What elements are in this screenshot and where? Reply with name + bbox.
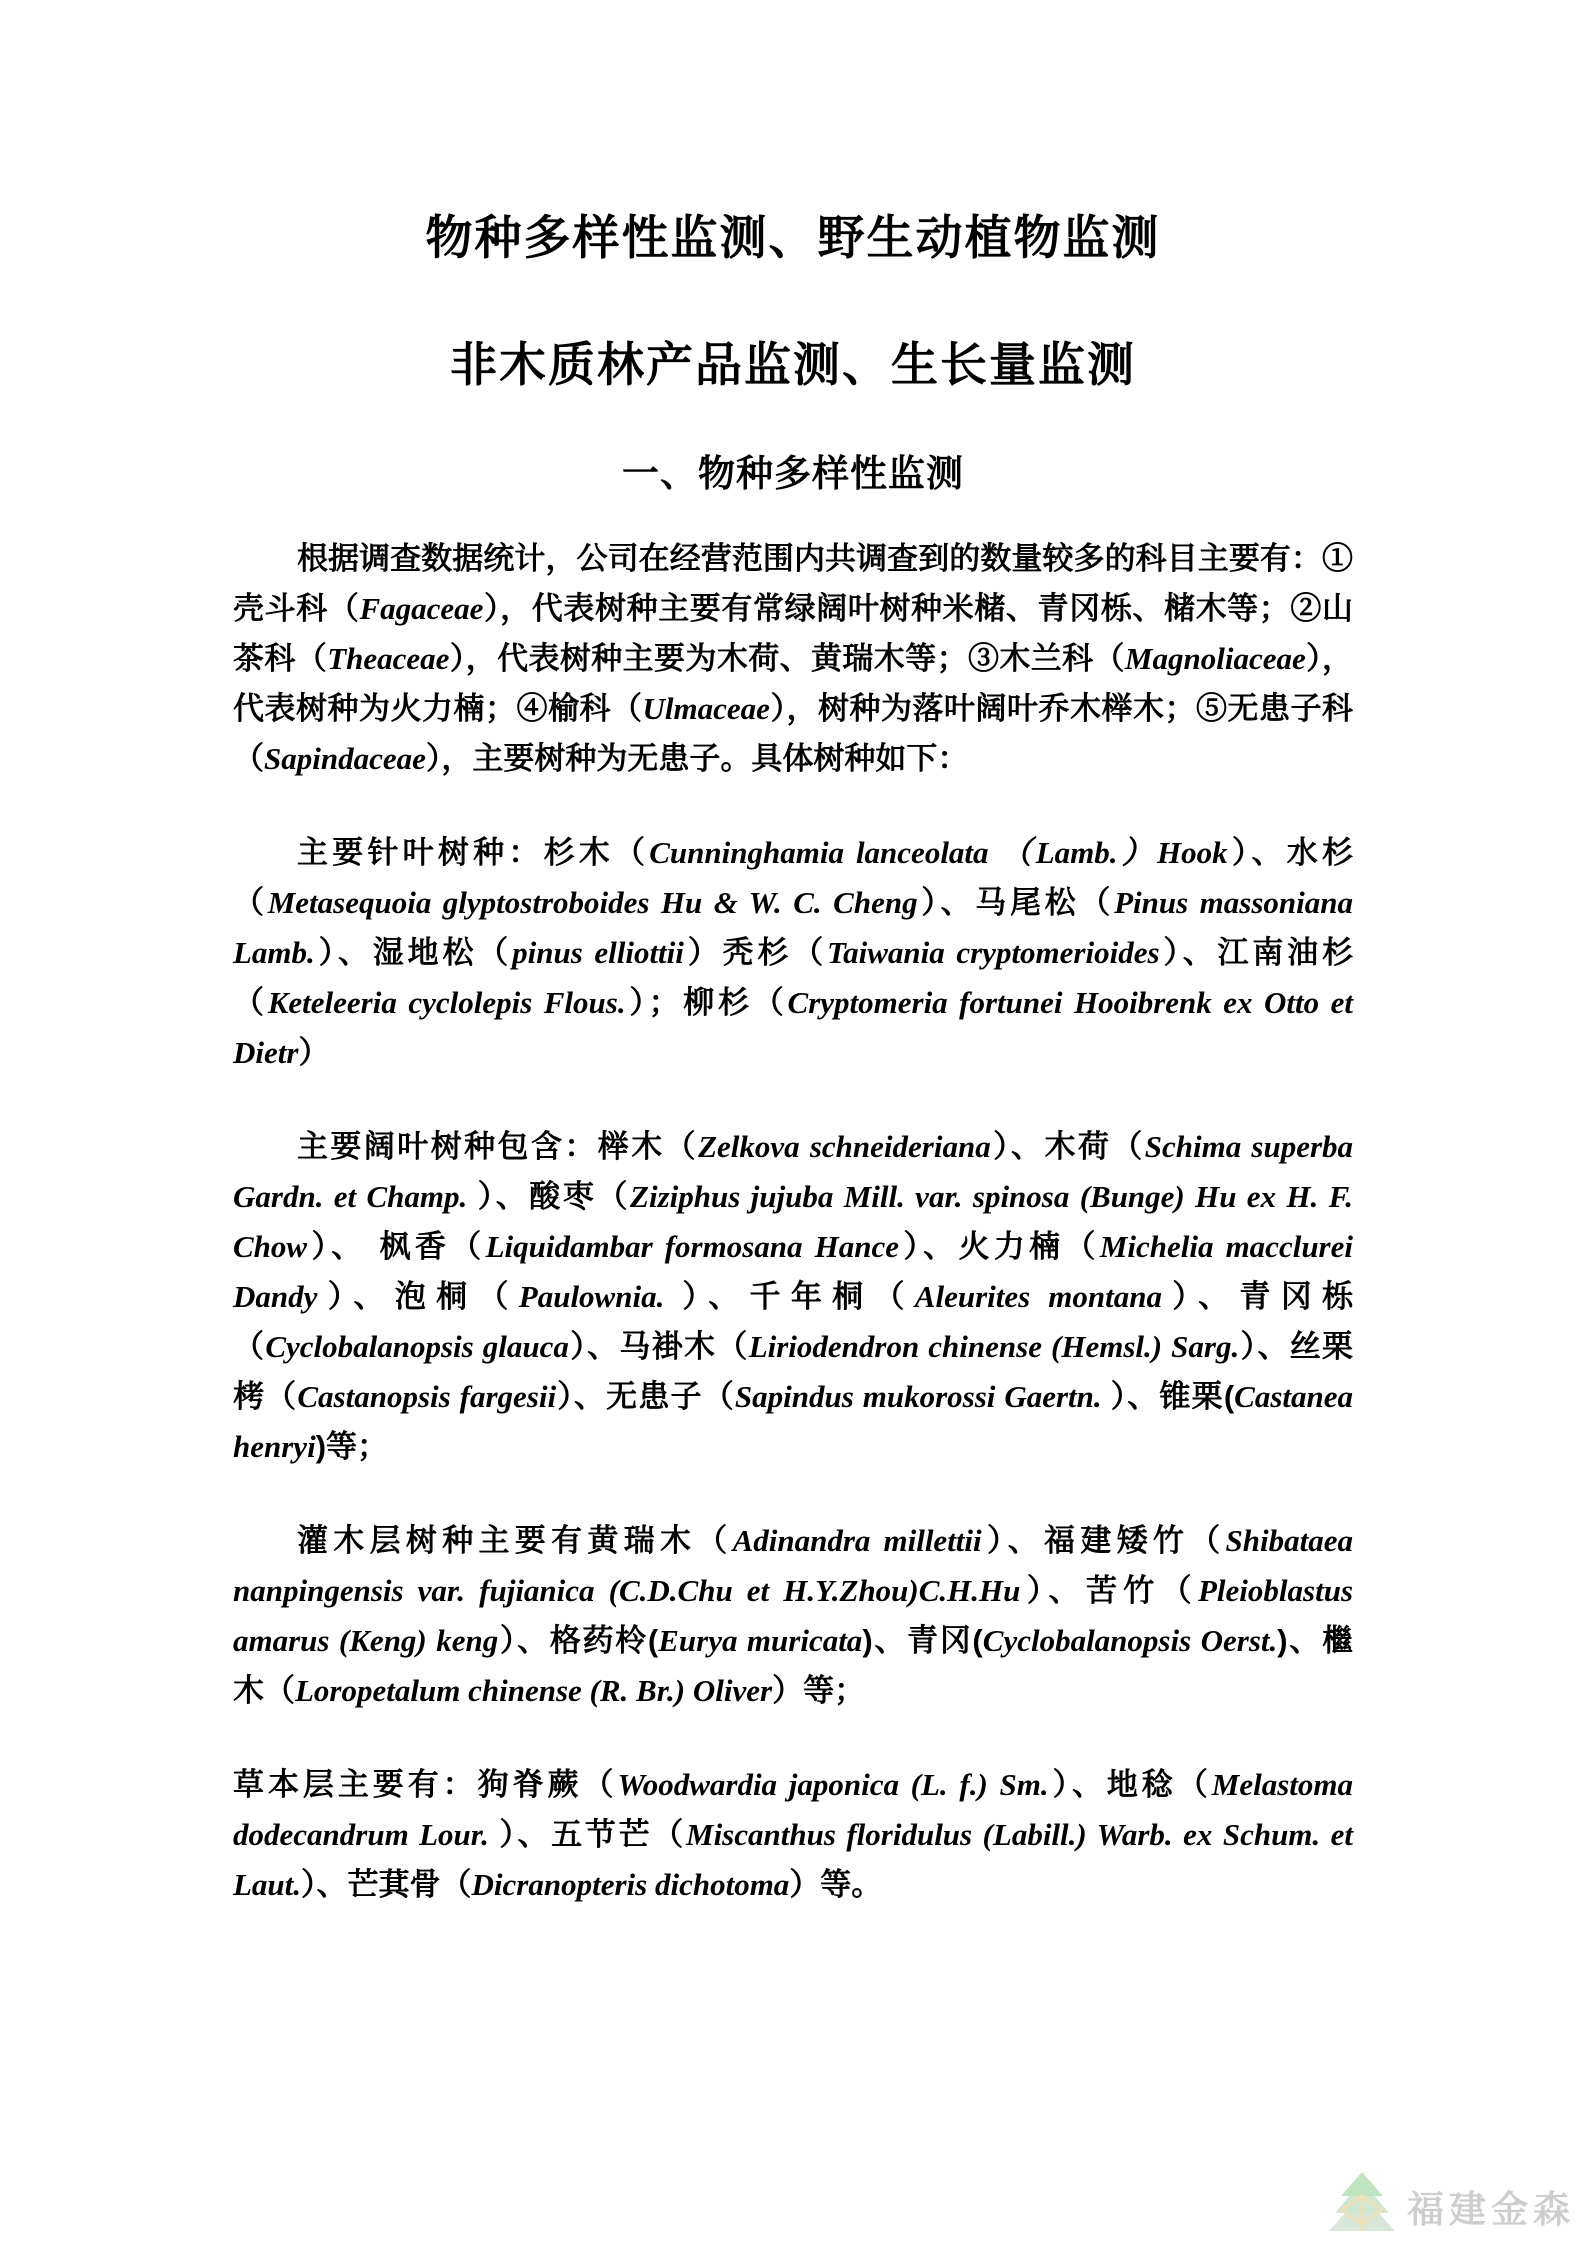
chinese-text-segment: ）、酸枣（	[477, 1179, 631, 1214]
latin-species-name: Cryptomeria fortunei Hooibrenk ex Otto et Dietr	[233, 985, 1353, 1070]
latin-species-name: Melastoma dodecandrum Lour.	[233, 1767, 1354, 1852]
chinese-text-segment: ），代表树种主要为木荷、黄瑞木等；③木兰科（	[449, 641, 1125, 676]
chinese-text-segment: 主要阔叶树种包含：榉木（	[297, 1129, 699, 1164]
chinese-text-segment: ）、马尾松（	[917, 885, 1115, 920]
latin-species-name: Castanopsis fargesii	[297, 1379, 557, 1414]
body-paragraph	[233, 828, 1353, 1078]
latin-species-name: Liquidambar formosana Hance	[485, 1229, 899, 1264]
latin-species-name: Taiwania cryptomerioides	[827, 935, 1160, 970]
chinese-text-segment: ）、千年桐（	[682, 1279, 915, 1314]
latin-species-name: Loropetalum chinense (R. Br.) Oliver	[295, 1673, 773, 1708]
chinese-text-segment: ）、泡桐（	[317, 1279, 519, 1314]
company-name: 福建金森	[1407, 2189, 1575, 2230]
chinese-text-segment: ）、湿地松（	[314, 935, 513, 970]
chinese-text-segment: ），树种为落叶阔叶乔木榉木；⑤无患子科（	[233, 691, 1354, 776]
latin-species-name: Cyclobalanopsis glauca	[265, 1329, 569, 1364]
body-text	[233, 534, 1353, 1910]
chinese-text-segment: ）、丝栗栲（	[233, 1329, 1354, 1414]
chinese-text-segment: ）秃杉（	[683, 935, 828, 970]
latin-species-name: Zelkova schneideriana	[698, 1129, 991, 1164]
latin-species-name: Pleioblastus amarus (Keng) keng	[233, 1573, 1354, 1658]
document-title-line2: 非木质林产品监测、生长量监测	[450, 338, 1136, 391]
chinese-text-segment: ）等。	[789, 1867, 883, 1902]
latin-species-name: pinus elliottii	[512, 935, 684, 970]
latin-species-name: Liriodendron chinense (Hemsl.) Sarg.	[748, 1329, 1240, 1364]
pine-tree-icon	[1327, 2172, 1397, 2232]
chinese-text-segment: ）、马褂木（	[568, 1329, 749, 1364]
chinese-text-segment: ）、芒萁骨（	[301, 1867, 472, 1902]
section-heading: 一、物种多样性监测	[622, 453, 964, 494]
latin-species-name: Woodwardia japonica (L. f.) Sm.	[617, 1767, 1049, 1802]
chinese-text-segment: ），主要树种为无患子。具体树种如下：	[425, 741, 969, 776]
chinese-text-segment: ），代表树种为火力楠；④榆科（	[233, 641, 1354, 726]
latin-species-name: Schima superba Gardn. et Champ.	[233, 1129, 1354, 1214]
latin-species-name: Adinandra millettii	[732, 1523, 982, 1558]
latin-species-name: Cyclobalanopsis Oerst.	[982, 1623, 1278, 1658]
latin-species-name: Keteleeria cyclolepis Flous.	[267, 985, 626, 1020]
chinese-text-segment: )、青冈(	[862, 1623, 983, 1658]
latin-species-name: Fagaceae	[359, 591, 484, 626]
latin-species-name: Ziziphus jujuba Mill. var. spinosa (Bunge) Hu ex H. F. Chow	[233, 1179, 1354, 1264]
chinese-text-segment: ）、江南油杉（	[233, 935, 1354, 1020]
document-title-line1: 物种多样性监测、野生动植物监测	[425, 211, 1161, 264]
latin-species-name: Magnoliaceae	[1124, 641, 1306, 676]
latin-species-name: Aleurites montana	[914, 1279, 1162, 1314]
latin-species-name: Sapindaceae	[264, 741, 426, 776]
chinese-text-segment: 灌木层树种主要有黄瑞木（	[297, 1523, 733, 1558]
chinese-text-segment: ）、木荷（	[990, 1129, 1145, 1164]
chinese-text-segment: ）、锥栗(	[1110, 1379, 1235, 1414]
chinese-text-segment: ）	[298, 1035, 330, 1070]
body-paragraph	[233, 1760, 1353, 1910]
latin-species-name: Pinus massoniana Lamb.	[233, 885, 1354, 970]
chinese-text-segment: ）、水杉（	[233, 835, 1354, 920]
latin-species-name: Metasequoia glyptostroboides Hu & W. C. Cheng	[267, 885, 918, 920]
chinese-text-segment: ）、 枫香（	[307, 1229, 486, 1264]
chinese-text-segment: ）等；	[772, 1673, 866, 1708]
body-paragraph	[233, 534, 1353, 784]
chinese-text-segment: ）、苦竹（	[1020, 1573, 1198, 1608]
latin-species-name: Paulownia.	[518, 1279, 683, 1314]
chinese-text-segment: 根据调查数据统计，公司在经营范围内共调查到的数量较多的科目主要有：①壳斗科（	[233, 541, 1353, 626]
chinese-text-segment: ）、地稔（	[1048, 1767, 1212, 1802]
chinese-text-segment: )等；	[315, 1429, 389, 1464]
chinese-text-segment: ）；柳杉（	[625, 985, 788, 1020]
chinese-text-segment: ）、青冈栎（	[233, 1279, 1354, 1364]
latin-species-name: Theaceae	[327, 641, 450, 676]
chinese-text-segment: 主要针叶树种：杉木（	[297, 835, 650, 870]
tree-top-tier	[1341, 2172, 1383, 2196]
body-paragraph	[233, 1122, 1353, 1472]
chinese-text-segment: ），代表树种主要有常绿阔叶树种米槠、青冈栎、槠木等；②山茶科（	[233, 591, 1354, 676]
chinese-text-segment: ）、福建矮竹（	[981, 1523, 1226, 1558]
chinese-text-segment: ）、火力楠（	[898, 1229, 1100, 1264]
latin-species-name: Dicranopteris dichotoma	[471, 1867, 790, 1902]
latin-species-name: Eurya muricata	[658, 1623, 863, 1658]
latin-species-name: Shibataea nanpingensis var. fujianica (C.D.Chu et H.Y.Zhou)C.H.Hu	[233, 1523, 1354, 1608]
latin-species-name: Sapindus mukorossi Gaertn.	[734, 1379, 1111, 1414]
latin-species-name: Cunninghamia lanceolata （Lamb.）Hook	[649, 835, 1228, 870]
chinese-text-segment: ）、五节芒（	[499, 1817, 686, 1852]
chinese-text-segment: )、檵木（	[233, 1623, 1353, 1708]
company-watermark	[1327, 2172, 1575, 2232]
latin-species-name: Ulmaceae	[642, 691, 770, 726]
latin-species-name: Michelia macclurei Dandy	[233, 1229, 1353, 1314]
chinese-text-segment: 草本层主要有：狗脊蕨（	[233, 1767, 618, 1802]
latin-species-name: Miscanthus floridulus (Labill.) Warb. ex Schum. et Laut.	[233, 1817, 1353, 1902]
latin-species-name: Castanea henryi	[233, 1379, 1354, 1464]
chinese-text-segment: ）、格药柃(	[498, 1623, 659, 1658]
body-paragraph	[233, 1516, 1353, 1716]
chinese-text-segment: ）、无患子（	[556, 1379, 735, 1414]
